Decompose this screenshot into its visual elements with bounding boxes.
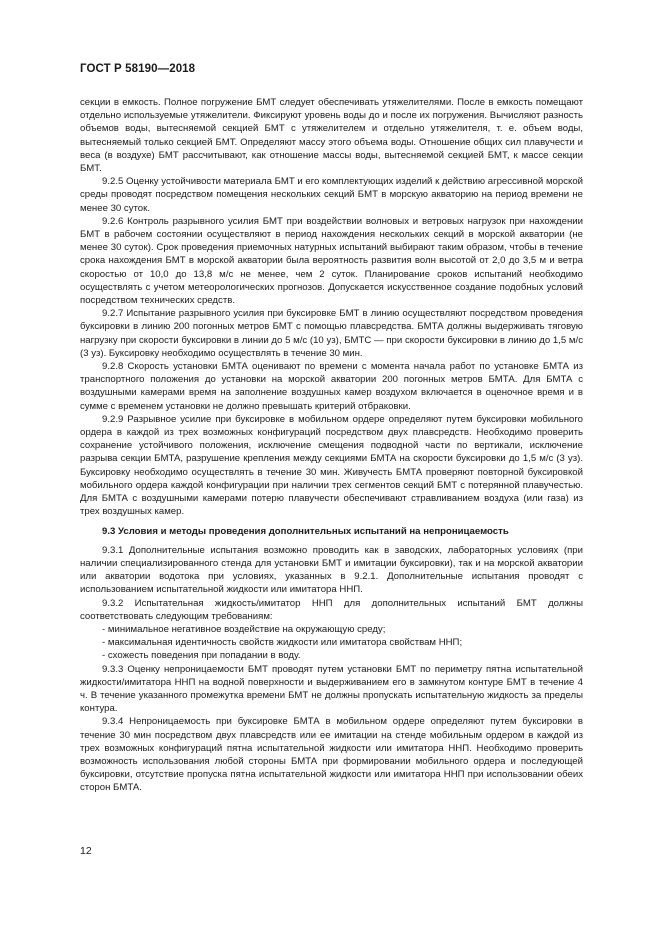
document-header: ГОСТ Р 58190—2018 (80, 63, 196, 75)
paragraph-9-3-2: 9.3.2 Испытательная жидкость/имитатор ННП для дополнительных испытаний БМТ должны соответствовать следующим требованиям: (80, 597, 583, 622)
paragraph-continuation: секции в емкость. Полное погружение БМТ следует обеспечивать утяжелителями. После в емкость помещают отдельно используемые утяжелители. Фиксируют уровень воды до и после их погружения. Вычисляют разность объемов воды, вытесняемой секцией БМТ с утяжелителем и отдельно утяжелителя, т. е. объем воды, вытесняемый только секцией БМТ. Определяют массу этого объема воды. Отношение общих сил плавучести и веса (в воздухе) БМТ рассчитывают, как отношение массы воды, вытесняемой секцией БМТ, к массе секции БМТ. (80, 97, 583, 175)
paragraph-9-3-3: 9.3.3 Оценку непроницаемости БМТ проводят путем установки БМТ по периметру пятна испытательной жидкости/имитатора ННП на водной поверхности и выдерживанием его в замкнутом контуре БМТ в течение 4 ч. В течение указанного промежутка времени БМТ не должны пропускать испытательную жидкость за пределы контура. (80, 663, 583, 715)
page-number: 12 (80, 845, 92, 857)
list-item: - минимальное негативное воздействие на окружающую среду; (102, 623, 386, 635)
paragraph-9-3-4: 9.3.4 Непроницаемость при буксировке БМТА в мобильном ордере определяют путем буксировки в течение 30 мин посредством двух плавсредств или ее имитации на стенде мобильным ордером в каждой из трех возможных конфигураций пятна испытательной жидкости или имитатора ННП. Необходимо проверить возможность использования любой стороны БМТА при формировании мобильного ордера и последующей буксировки, отсутствие пропуска пятна испытательной жидкости или имитатора ННП при использовании обеих сторон БМТА. (80, 716, 583, 794)
paragraph-9-2-8: 9.2.8 Скорость установки БМТА оценивают по времени с момента начала работ по установке БМТА из транспортного положения до установки на морской акватории 200 погонных метров БМТА. Для БМТА с воздушными камерами время на заполнение воздушных камер воздухом включается в оценочное время и в сумме с временем установки не должно превышать критерий отбраковки. (80, 361, 583, 412)
document-body (80, 96, 583, 795)
paragraph-9-2-6: 9.2.6 Контроль разрывного усилия БМТ при воздействии волновых и ветровых нагрузок при нахождении БМТ в рабочем состоянии осуществляют в период нахождения нескольких секций в морской акватории (не менее 30 суток). Срок проведения приемочных натурных испытаний выбирают таким образом, чтобы в течение срока нахождения БМТ в морской акватории была вероятность развития волн высотой от 2,0 до 3,5 м и ветра скоростью от 10,0 до 13,8 м/с не менее, чем 2 суток. Планирование сроков испытаний необходимо осуществлять с учетом метеорологических прогнозов. Допускается искусственное создание подобных условий посредством технических средств. (80, 215, 583, 307)
section-heading-9-3: 9.3 Условия и методы проведения дополнительных испытаний на непроницаемость (102, 525, 509, 537)
list-item: - максимальная идентичность свойств жидкости или имитатора свойствам ННП; (102, 637, 463, 649)
paragraph-9-2-9: 9.2.9 Разрывное усилие при буксировке в мобильном ордере определяют путем буксировки мобильного ордера в каждой из трех возможных конфигураций посредством двух плавсредств. Необходимо проверить сохранение устойчивого положения, исключение смещения подводной части по вертикали, исключение разрыва секции БМТА, разрушение крепления между секциями БМТА на скорости буксировки до 1,5 м/с (3 уз). Буксировку необходимо осуществлять в течение 30 мин. Живучесть БМТА проверяют повторной буксировкой мобильного ордера каждой конфигурации при наличии трех сегментов секций БМТ с потерянной плавучестью. Для БМТА с воздушными камерами потерю плавучести обеспечивают стравливанием воздуха (или газа) из трех воздушных камер. (80, 413, 583, 518)
paragraph-9-2-5: 9.2.5 Оценку устойчивости материала БМТ и его комплектующих изделий к действию агрессивной морской среды проводят посредством помещения нескольких секций БМТ в морскую акваторию на период времени не менее 30 суток. (80, 176, 584, 214)
paragraph-9-3-1: 9.3.1 Дополнительные испытания возможно проводить как в заводских, лабораторных условиях (при наличии специализированного стенда для установки БМТ и имитации буксировки), так и на морской акватории или акватории водотока при условиях, указанных в 9.2.1. Дополнительные испытания проводят с использованием испытательной жидкости или имитатора ННП. (80, 544, 583, 596)
paragraph-9-2-7: 9.2.7 Испытание разрывного усилия при буксировке БМТ в линию осуществляют посредством проведения буксировки в линию 200 погонных метров БМТ с помощью плавсредства. БМТА должны выдерживать тяговую нагрузку при скорости буксировки в линии до 5 м/с (10 уз), БМТС — при скорости буксировки в линию до 1,5 м/с (3 уз). Буксировку необходимо осуществлять в течение 30 мин. (80, 308, 583, 359)
list-item: - схожесть поведения при попадании в воду. (102, 650, 301, 662)
